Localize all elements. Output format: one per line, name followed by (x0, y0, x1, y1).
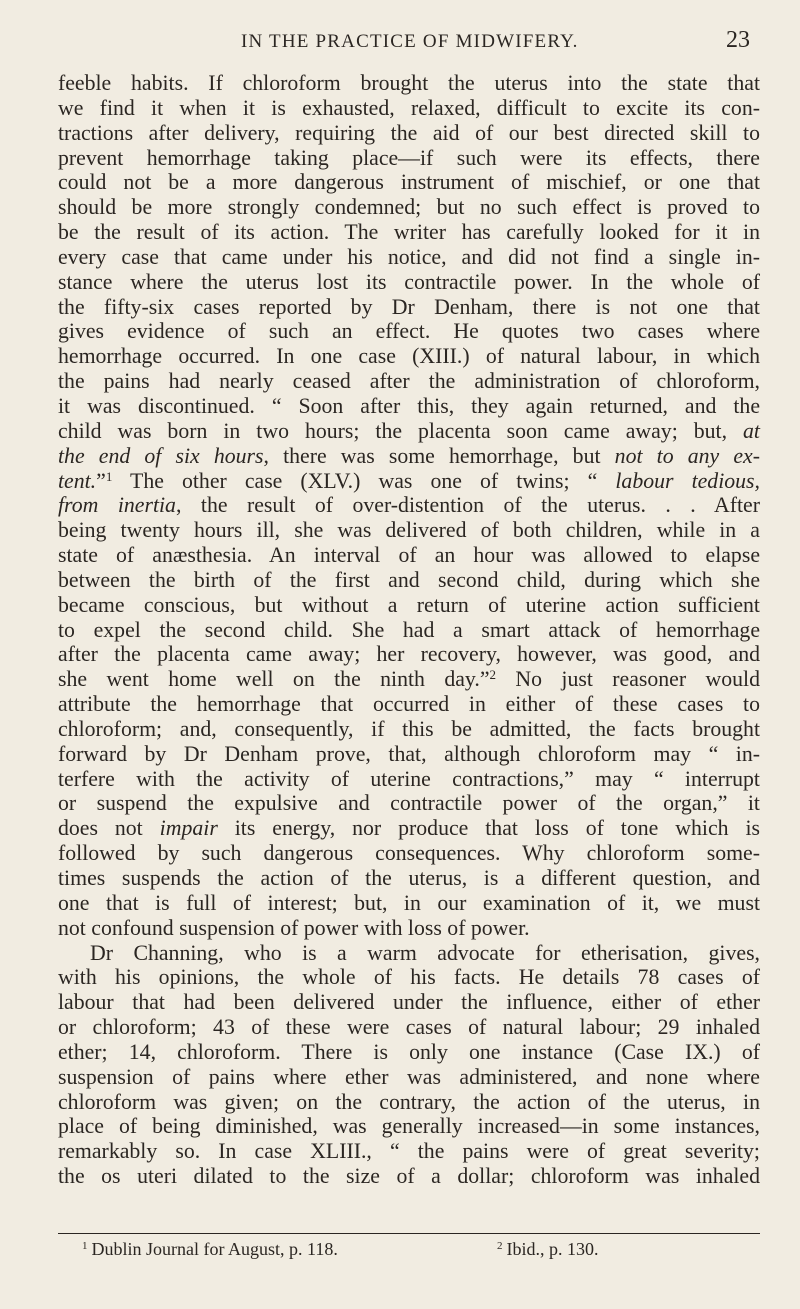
text-run: the pains had nearly ceased after the administration of chloroform, (58, 369, 760, 394)
text-line (58, 568, 760, 593)
text-line (58, 469, 760, 494)
text-line (58, 816, 760, 841)
text-line (58, 419, 760, 444)
text-run: attribute the hemorrhage that occurred in either of these cases to (58, 692, 760, 717)
text-run: being twenty hours ill, she was delivered of both children, while in a (58, 518, 760, 543)
text-run: tractions after delivery, requiring the aid of our best directed skill to (58, 120, 760, 145)
text-run: the fifty-six cases reported by Dr Denham, there is not one that (58, 294, 760, 319)
text-run: stance where the uterus lost its contractile power. In the whole of (58, 269, 760, 294)
text-run: terfere with the activity of uterine contractions,” may “ interrupt (58, 766, 760, 791)
text-line (58, 891, 760, 916)
running-title: IN THE PRACTICE OF MIDWIFERY. (241, 31, 579, 52)
text-line (58, 1090, 760, 1115)
text-line (58, 1164, 760, 1189)
text-run: between the birth of the first and second child, during which she (58, 567, 760, 592)
text-line (58, 916, 760, 941)
footnote-rule (58, 1233, 760, 1234)
text-run: not confound suspension of power with loss of power. (58, 915, 530, 940)
text-line (58, 369, 760, 394)
text-run: hemorrhage occurred. In one case (XIII.) of natural labour, in which (58, 344, 760, 369)
text-line (58, 866, 760, 891)
text-run: remarkably so. In case XLIII., “ the pains were of great severity; (58, 1139, 760, 1164)
text-line (58, 618, 760, 643)
text-line (58, 394, 760, 419)
footnote-2 (497, 1239, 599, 1260)
footnote-reference: 2 (489, 667, 496, 683)
italic-text: not to any ex- (614, 443, 760, 468)
italic-text: labour tedious, (615, 468, 760, 493)
footnote-text: Dublin Journal for August, p. 118. (91, 1239, 338, 1259)
text-line (58, 1040, 760, 1065)
text-run: labour that had been delivered under the influence, either of ether (58, 990, 760, 1015)
text-run: gives evidence of such an effect. He quotes two cases where (58, 319, 760, 344)
text-run: be the result of its action. The writer has carefully looked for it in (58, 220, 760, 245)
text-line (58, 841, 760, 866)
text-line (58, 146, 760, 171)
text-run: feeble habits. If chloroform brought the uterus into the state that (58, 71, 760, 95)
text-run: ” (96, 468, 106, 493)
text-run: with his opinions, the whole of his facts. He details 78 cases of (58, 965, 760, 990)
text-run: should be more strongly condemned; but no such effect is proved to (58, 195, 760, 220)
text-line (58, 1139, 760, 1164)
text-run: to expel the second child. She had a smart attack of hemorrhage (58, 617, 760, 642)
text-run: state of anæsthesia. An interval of an hour was allowed to elapse (58, 543, 760, 568)
text-line (58, 121, 760, 146)
text-run: No just reasoner would (496, 667, 760, 692)
text-run: place of being diminished, was generally increased—in some instances, (58, 1114, 760, 1139)
text-line (58, 1065, 760, 1090)
text-run: prevent hemorrhage taking place—if such were its effects, there (58, 145, 760, 170)
footnote-mark: 1 (82, 1240, 88, 1252)
text-run: could not be a more dangerous instrument of mischief, or one that (58, 170, 760, 195)
text-run: the os uteri dilated to the size of a dollar; chloroform was inhaled (58, 1164, 760, 1189)
text-run: does not (58, 816, 160, 841)
text-line (58, 965, 760, 990)
footnote-reference: 1 (105, 468, 113, 484)
text-line (58, 319, 760, 344)
text-run: its energy, nor produce that loss of tone which is (217, 816, 760, 841)
text-run: child was born in two hours; the placenta soon came away; but, (58, 418, 744, 443)
text-line (58, 295, 760, 320)
text-line (58, 717, 760, 742)
text-line (58, 990, 760, 1015)
text-run: one that is full of interest; but, in our examination of it, we must (58, 890, 760, 915)
footnote-text: Ibid., p. 130. (506, 1239, 599, 1259)
text-line (58, 270, 760, 295)
text-line (58, 96, 760, 121)
text-run: after the placenta came away; her recovery, however, was good, and (58, 642, 760, 667)
body-text (58, 71, 760, 1189)
text-line (58, 71, 760, 96)
text-run: she went home well on the ninth day.” (58, 667, 490, 692)
text-run: or suspend the expulsive and contractile power of the organ,” it (58, 791, 760, 816)
text-run: chloroform; and, consequently, if this be admitted, the facts brought (58, 716, 760, 741)
text-line (58, 543, 760, 568)
text-line (58, 791, 760, 816)
text-run: suspension of pains where ether was administered, and none where (58, 1064, 760, 1089)
text-line (58, 493, 760, 518)
text-run: every case that came under his notice, and did not find a single in- (58, 244, 760, 269)
text-run: we find it when it is exhausted, relaxed, difficult to excite its con- (58, 95, 760, 120)
text-line (58, 767, 760, 792)
text-line (58, 667, 760, 692)
text-line (58, 742, 760, 767)
text-run: The other case (XLV.) was one of twins; “ (112, 468, 616, 493)
footnotes (82, 1239, 760, 1263)
footnote-mark: 2 (497, 1240, 503, 1252)
text-run: it was discontinued. “ Soon after this, they again returned, and the (58, 393, 760, 418)
italic-text: at (743, 418, 760, 443)
text-line (58, 1015, 760, 1040)
text-run: chloroform was given; on the contrary, the action of the uterus, in (58, 1089, 760, 1114)
italic-text: impair (159, 816, 218, 841)
text-run: , there was some hemorrhage, but (263, 443, 615, 468)
italic-text: from inertia (58, 493, 176, 518)
italic-text: tent. (58, 468, 97, 493)
text-run: followed by such dangerous consequences. Why chloroform some- (58, 841, 760, 866)
text-line (58, 692, 760, 717)
text-run: or chloroform; 43 of these were cases of natural labour; 29 inhaled (58, 1015, 760, 1040)
text-run: became conscious, but without a return of uterine action sufficient (58, 592, 760, 617)
page-number: 23 (726, 27, 750, 53)
text-line (58, 344, 760, 369)
text-run: Dr Channing, who is a warm advocate for etherisation, gives, (90, 940, 760, 965)
text-line (58, 195, 760, 220)
text-line (58, 444, 760, 469)
footnote-1 (82, 1239, 338, 1260)
text-line (58, 518, 760, 543)
text-run: times suspends the action of the uterus, is a different question, and (58, 866, 760, 890)
text-run: ether; 14, chloroform. There is only one instance (Case IX.) of (58, 1039, 760, 1064)
text-line (58, 1114, 760, 1139)
text-line (58, 941, 760, 966)
text-run: , the result of over-distention of the uterus. . . After (175, 493, 760, 518)
text-line (58, 642, 760, 667)
text-run: forward by Dr Denham prove, that, although chloroform may “ in- (58, 741, 760, 766)
text-line (58, 593, 760, 618)
text-line (58, 170, 760, 195)
italic-text: the end of six hours (58, 443, 264, 468)
text-line (58, 245, 760, 270)
text-line (58, 220, 760, 245)
running-head (0, 27, 800, 55)
